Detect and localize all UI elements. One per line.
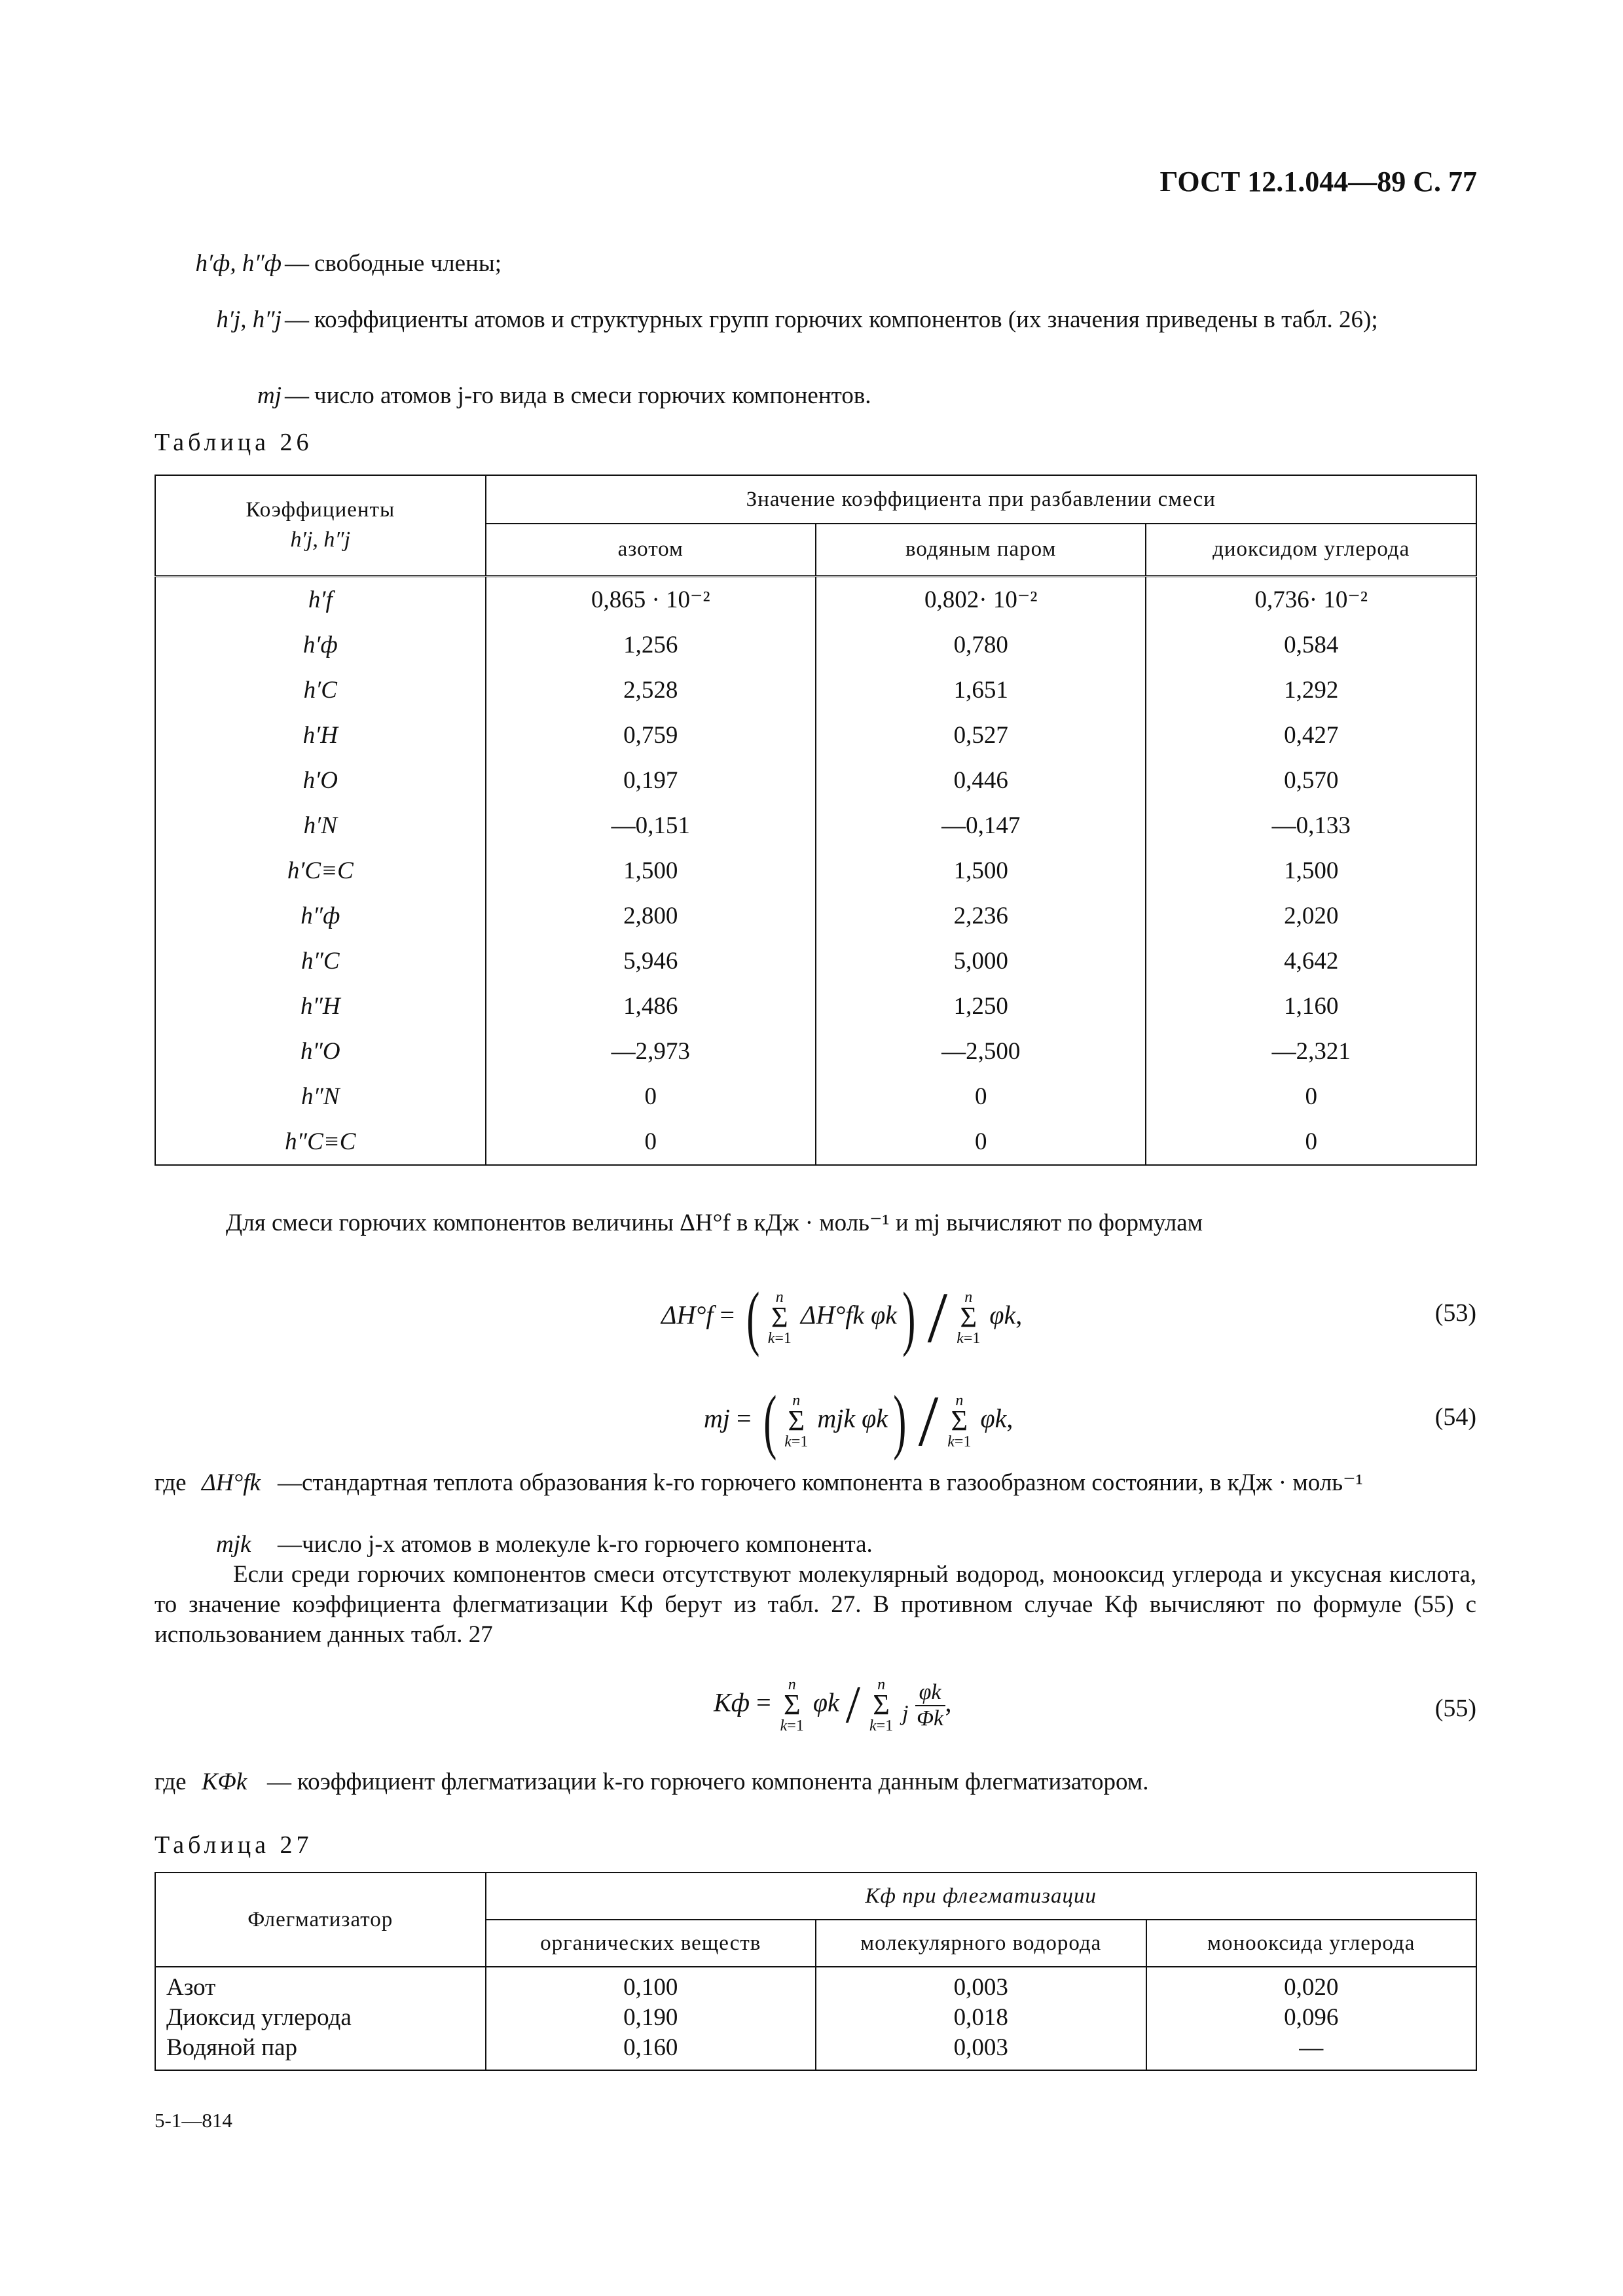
row-name: Диоксид углерода: [166, 2004, 352, 2031]
definition-dash: —: [285, 250, 309, 277]
equation-tail: ,: [945, 1687, 952, 1717]
equation-term: φk: [812, 1687, 839, 1717]
cell-value: —: [1299, 2034, 1324, 2061]
table-header-group: Значение коэффициента при разбавлении смеси: [486, 475, 1476, 524]
equation-tail: ,: [1006, 1403, 1013, 1433]
equation-fraction: [915, 1680, 945, 1731]
table-row: [155, 939, 1476, 984]
table-cell-value: 2,236: [816, 893, 1146, 939]
table-cell-coefficient: h′C: [155, 668, 486, 713]
table-cell-names: [155, 1967, 486, 2070]
where-lead: где: [155, 1768, 187, 1795]
table-cell-value: 1,292: [1146, 668, 1476, 713]
table-subheader: монооксида углерода: [1146, 1920, 1476, 1967]
table-row: [155, 984, 1476, 1029]
definition-symbol: h′ф, h″ф: [195, 250, 282, 277]
table-cell-value: 2,800: [486, 893, 816, 939]
table-cell-coefficient: h″N: [155, 1074, 486, 1119]
table-cell-coefficient: h″ф: [155, 893, 486, 939]
where-dash: —: [278, 1531, 302, 1558]
cell-value: 0,003: [953, 1974, 1008, 2001]
table-cell-value: 0: [486, 1119, 816, 1165]
table-cell-value: 0: [816, 1119, 1146, 1165]
cell-value: 0,096: [1284, 2004, 1339, 2031]
equation-lhs: Kф: [714, 1687, 750, 1717]
equation-number: (54): [1434, 1403, 1476, 1431]
table-cell-value: 0: [816, 1074, 1146, 1119]
where-lead: где: [155, 1469, 187, 1496]
fraction-numerator: φk: [915, 1680, 945, 1706]
table-caption: Таблица 26: [155, 429, 313, 456]
table-row: [155, 1119, 1476, 1165]
where-text: стандартная теплота образования k-го горючего компонента в газообразном состоянии, в кДж · моль⁻¹: [302, 1469, 1363, 1496]
table-cell-value: 0,865 · 10⁻²: [486, 576, 816, 622]
table-cell-value: 1,500: [486, 848, 816, 893]
sum-symbol: n Σ k=1: [869, 1676, 894, 1734]
cell-value: 0,020: [1284, 1974, 1339, 2001]
equation-term: ΔH°fk φk: [800, 1300, 897, 1330]
table-caption: Таблица 27: [155, 1831, 313, 1859]
table-cell-value: 0: [1146, 1119, 1476, 1165]
table-cell-coefficient: h′ф: [155, 622, 486, 668]
table-cell-values: [486, 1967, 816, 2070]
table-26: [155, 475, 1477, 1166]
table-cell-value: 5,946: [486, 939, 816, 984]
table-cell-value: —0,133: [1146, 803, 1476, 848]
cell-value: 0,190: [623, 2004, 678, 2031]
table-cell-value: 0,802· 10⁻²: [816, 576, 1146, 622]
equation-53: ΔH°f = ( n Σ k=1 ΔH°fk φk) / n Σ k=1 φk,: [661, 1278, 1023, 1357]
table-cell-value: 1,486: [486, 984, 816, 1029]
table-cell-value: —0,151: [486, 803, 816, 848]
table-cell-value: —2,500: [816, 1029, 1146, 1074]
table-cell-value: 2,020: [1146, 893, 1476, 939]
definition-row: [151, 249, 1476, 281]
table-cell-value: 1,500: [1146, 848, 1476, 893]
table-cell-value: 0,446: [816, 758, 1146, 803]
fraction-denominator: Φk: [917, 1706, 944, 1731]
table-cell-coefficient: h″H: [155, 984, 486, 1029]
cell-value: 0,003: [953, 2034, 1008, 2061]
equation-lhs: mj: [704, 1403, 730, 1433]
table-cell-value: 1,651: [816, 668, 1146, 713]
sum-symbol: n Σ k=1: [767, 1288, 792, 1347]
table-cell-value: —2,321: [1146, 1029, 1476, 1074]
row-name: Азот: [166, 1974, 216, 2001]
table-cell-value: 0,759: [486, 713, 816, 758]
table-subheader: молекулярного водорода: [816, 1920, 1146, 1967]
table-subheader: азотом: [486, 524, 816, 576]
where-row: [155, 1767, 1476, 1800]
paragraph: Для смеси горючих компонентов величины ΔH°f в кДж · моль⁻¹ и mj вычисляют по формулам: [226, 1210, 1203, 1236]
table-subheader: органических веществ: [486, 1920, 816, 1967]
table-cell-value: 4,642: [1146, 939, 1476, 984]
table-cell-value: 2,528: [486, 668, 816, 713]
table-row: [155, 622, 1476, 668]
table-header-coefficients: [155, 475, 486, 576]
header-coefficients-label: Коэффициенты: [246, 498, 395, 522]
table-subheader: диоксидом углерода: [1146, 524, 1476, 576]
table-cell-value: 0,780: [816, 622, 1146, 668]
where-symbol: ΔH°fk: [202, 1469, 261, 1496]
table-row: [155, 1074, 1476, 1119]
table-26-body: [155, 576, 1476, 1165]
equation-term: mjk φk: [817, 1403, 888, 1433]
table-row: [155, 1967, 1476, 2070]
where-text: коэффициент флегматизации k-го горючего компонента данным флегматизатором.: [297, 1768, 1149, 1795]
table-cell-value: 1,160: [1146, 984, 1476, 1029]
definition-dash: —: [285, 306, 309, 333]
sum-symbol: n Σ k=1: [957, 1288, 981, 1347]
sum-symbol: n Σ k=1: [780, 1676, 804, 1734]
where-row: [155, 1530, 1476, 1562]
table-row: [155, 576, 1476, 622]
table-cell-value: 0: [486, 1074, 816, 1119]
table-cell-value: 0,570: [1146, 758, 1476, 803]
where-symbol: KΦk: [202, 1768, 247, 1795]
table-cell-coefficient: h′O: [155, 758, 486, 803]
cell-value: 0,018: [953, 2004, 1008, 2031]
equation-number: (53): [1434, 1299, 1476, 1327]
table-row: [155, 803, 1476, 848]
table-cell-coefficient: h′C≡C: [155, 848, 486, 893]
table-row: [155, 758, 1476, 803]
table-cell-coefficient: h′H: [155, 713, 486, 758]
table-cell-values: [1146, 1967, 1476, 2070]
table-row: [155, 1029, 1476, 1074]
cell-value: 0,100: [623, 1974, 678, 2001]
table-cell-coefficient: h′f: [155, 576, 486, 622]
equation-index: j: [902, 1701, 909, 1726]
sum-symbol: n Σ k=1: [947, 1391, 972, 1450]
definition-row: [151, 381, 1476, 414]
table-cell-value: 0: [1146, 1074, 1476, 1119]
definition-dash: —: [285, 382, 309, 409]
page-footer: 5-1—814: [155, 2109, 232, 2132]
equation-term: φk: [989, 1300, 1016, 1330]
table-row: [155, 893, 1476, 939]
table-subheader: водяным паром: [816, 524, 1146, 576]
cell-value: 0,160: [623, 2034, 678, 2061]
equation-54: mj = ( n Σ k=1 mjk φk) / n Σ k=1 φk,: [704, 1381, 1013, 1461]
table-cell-value: 1,256: [486, 622, 816, 668]
where-symbol: mjk: [216, 1531, 251, 1558]
where-text: число j-х атомов в молекуле k-го горючего компонента.: [302, 1531, 873, 1558]
equation-55: Kф = n Σ k=1 φk / n Σ k=1 $_j$ $\frac{\varphi k}{\Phi k}$ ,: [714, 1676, 952, 1734]
paragraph: Если среди горючих компонентов смеси отсутствуют молекулярный водород, монооксид углерода и уксусная кислота, то значение коэффициента флегматизации Kф берут из табл. 27. В противном случае Kф вычисляют по формуле (55) с использованием данных табл. 27: [155, 1561, 1476, 1648]
table-cell-value: 1,500: [816, 848, 1146, 893]
definition-text: число атомов j-го вида в смеси горючих компонентов.: [314, 382, 871, 409]
table-row: [155, 713, 1476, 758]
sum-symbol: n Σ k=1: [784, 1391, 809, 1450]
page-header: ГОСТ 12.1.044—89 С. 77: [1159, 166, 1477, 198]
definition-row: [151, 305, 1476, 370]
header-coefficients-symbols: h′j, h″j: [290, 528, 351, 552]
definition-text: свободные члены;: [314, 250, 501, 277]
table-cell-value: 0,427: [1146, 713, 1476, 758]
table-row: [155, 668, 1476, 713]
table-cell-coefficient: h″O: [155, 1029, 486, 1074]
table-cell-value: 0,584: [1146, 622, 1476, 668]
table-header-flegmatizer: Флегматизатор: [155, 1873, 486, 1967]
table-cell-value: 0,736· 10⁻²: [1146, 576, 1476, 622]
table-cell-value: —0,147: [816, 803, 1146, 848]
table-cell-coefficient: h′N: [155, 803, 486, 848]
where-dash: —: [267, 1768, 291, 1795]
equation-term: φk: [980, 1403, 1007, 1433]
definition-symbol: h′j, h″j: [216, 306, 282, 333]
table-cell-value: 0,527: [816, 713, 1146, 758]
equation-tail: ,: [1015, 1300, 1023, 1330]
table-cell-value: 0,197: [486, 758, 816, 803]
table-cell-coefficient: h″C≡C: [155, 1119, 486, 1165]
equation-lhs: ΔH°f: [661, 1300, 714, 1330]
table-cell-values: [816, 1967, 1146, 2070]
table-cell-value: —2,973: [486, 1029, 816, 1074]
table-row: [155, 848, 1476, 893]
where-row: [155, 1468, 1476, 1528]
table-cell-value: 5,000: [816, 939, 1146, 984]
table-27: [155, 1872, 1477, 2071]
definition-symbol: mj: [257, 382, 282, 409]
table-cell-coefficient: h″C: [155, 939, 486, 984]
row-name: Водяной пар: [166, 2034, 298, 2061]
definition-text: коэффициенты атомов и структурных групп горючих компонентов (их значения приведены в табл. 26);: [314, 306, 1378, 333]
table-header-group: Kф при флегматизации: [486, 1873, 1476, 1920]
table-cell-value: 1,250: [816, 984, 1146, 1029]
equation-number: (55): [1434, 1695, 1476, 1722]
where-dash: —: [278, 1469, 302, 1496]
